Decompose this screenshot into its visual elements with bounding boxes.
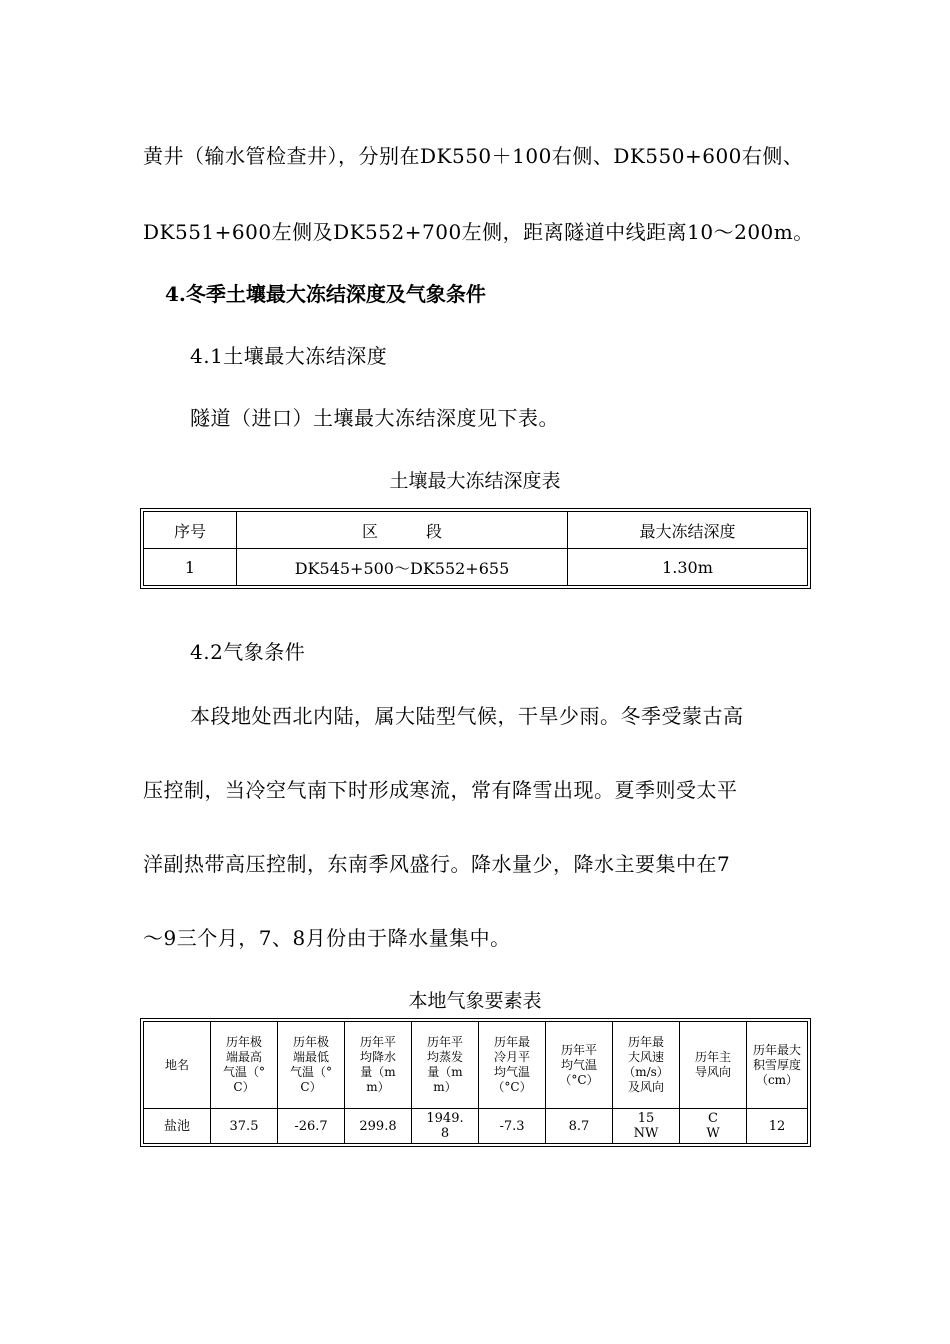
table-header-cell: 历年最大积雪厚度（cm） [747,1022,808,1109]
table-header-cell: 序号 [144,512,237,549]
section-heading: 4.冬季土壤最大冻结深度及气象条件 [165,282,486,306]
table-header-cell: 地名 [144,1022,211,1109]
table-cell: DK545+500～DK552+655 [237,549,568,586]
paragraph-line: ～9三个月，7、8月份由于降水量集中。 [143,926,511,950]
table-cell: 37.5 [211,1109,278,1144]
table-header-cell: 历年平均降水量（mm） [345,1022,412,1109]
table-header-cell: 历年主导风向 [680,1022,747,1109]
table-header-cell: 区 段 [237,512,568,549]
table-header-cell: 历年最冷月平均气温（°C） [479,1022,546,1109]
weather-table [143,1021,808,1144]
table-cell: 盐池 [144,1109,211,1144]
table-caption: 本地气象要素表 [408,990,542,1012]
table-cell: 1949.8 [412,1109,479,1144]
table-header-cell: 历年最大风速（m/s）及风向 [613,1022,680,1109]
paragraph-line: 隧道（进口）土壤最大冻结深度见下表。 [190,406,559,430]
subsection-heading: 4.2气象条件 [190,640,306,664]
table-row [144,1109,808,1144]
table-cell: -26.7 [278,1109,345,1144]
paragraph-line: DK551+600左侧及DK552+700左侧，距离隧道中线距离10～200m。 [143,220,814,244]
table-header-cell: 历年极端最低气温（°C） [278,1022,345,1109]
paragraph-line: 压控制，当冷空气南下时形成寒流，常有降雪出现。夏季则受太平 [143,778,738,802]
table-cell: C W [680,1109,747,1144]
table-cell: 1 [144,549,237,586]
table-cell: 12 [747,1109,808,1144]
paragraph-line: 黄井（输水管检查井），分别在DK550＋100右侧、DK550+600右侧、 [143,144,804,168]
frost-depth-table [143,511,808,586]
table-header-cell: 历年平均气温（°C） [546,1022,613,1109]
table-cell: 15 NW [613,1109,680,1144]
table-cell: 8.7 [546,1109,613,1144]
table-header-cell: 历年平均蒸发量（mm） [412,1022,479,1109]
subsection-heading: 4.1土壤最大冻结深度 [190,344,388,368]
paragraph-line: 洋副热带高压控制，东南季风盛行。降水量少，降水主要集中在7 [143,852,731,876]
table-cell: 1.30m [568,549,808,586]
table-header-cell: 历年极端最高气温（°C） [211,1022,278,1109]
table-caption: 土壤最大冻结深度表 [389,470,561,492]
table-cell: 299.8 [345,1109,412,1144]
table-header-cell: 最大冻结深度 [568,512,808,549]
table-cell: -7.3 [479,1109,546,1144]
paragraph-line: 本段地处西北内陆，属大陆型气候，干旱少雨。冬季受蒙古高 [190,704,744,728]
table-row [144,549,808,586]
